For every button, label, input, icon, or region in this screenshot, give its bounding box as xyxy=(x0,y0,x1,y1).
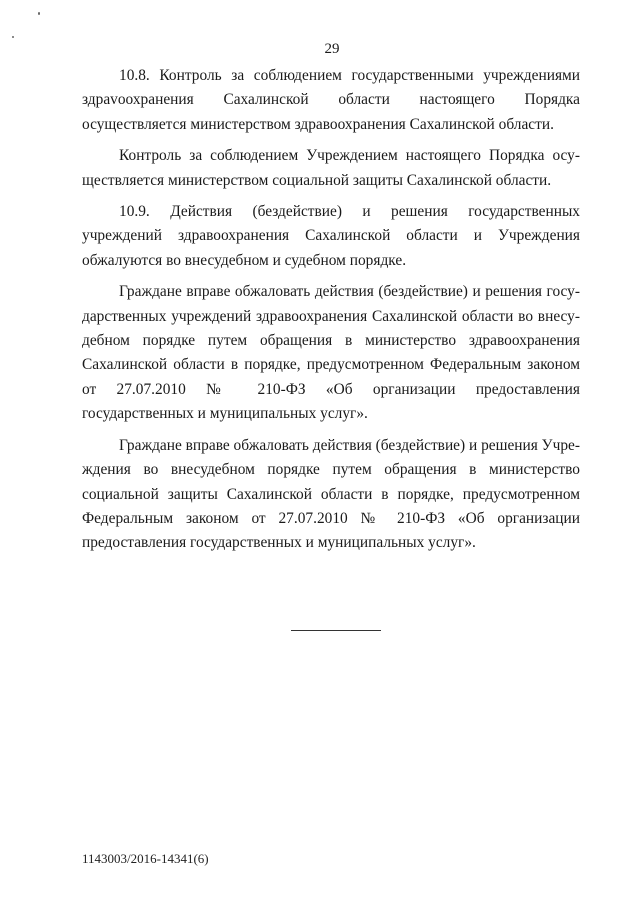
scan-speck xyxy=(12,36,14,38)
paragraph-appeal-health: Граждане вправе обжаловать действия (бездействие) и решения государственных учреждений здравоохранения Сахалинской области во внесудебном порядке путем обращения в министерство здравоохранения Сахалинской области в порядке, предусмотренном Федеральным законом от 27.07.2010 № 210-ФЗ «Об организации предоставления государственных и муниципальных услуг». xyxy=(82,283,580,423)
paragraph-10-9: 10.9. Действия (бездействие) и решения государственных учреждений здравоохранения Сахалинской области и Учреждения обжалуются во внесудебном и судебном порядке. xyxy=(82,203,580,269)
paragraph-appeal-social: Граждане вправе обжаловать действия (бездействие) и решения Учреждения во внесудебном порядке путем обращения в министерство социальной защиты Сахалинской области в порядке, предусмотренном Федеральным законом от 27.07.2010 № 210-ФЗ «Об организации предоставления государственных и муниципальных услуг». xyxy=(82,436,580,552)
page-number: 29 xyxy=(324,41,340,57)
document-body xyxy=(82,64,580,563)
document-code: 1143003/2016-14341(6) xyxy=(82,851,209,866)
paragraph-10-8: 10.8. Контроль за соблюдением государственными учреждениями здраvоохранения Сахалинской области настоящего Порядка осуществляется министерством здравоохранения Сахалинской области. xyxy=(82,67,580,133)
closing-divider xyxy=(291,630,381,631)
paragraph-control-social: Контроль за соблюдением Учреждением настоящего Порядка осуществляется министерством социальной защиты Сахалинской области. xyxy=(82,147,580,189)
scan-speck xyxy=(38,12,40,15)
